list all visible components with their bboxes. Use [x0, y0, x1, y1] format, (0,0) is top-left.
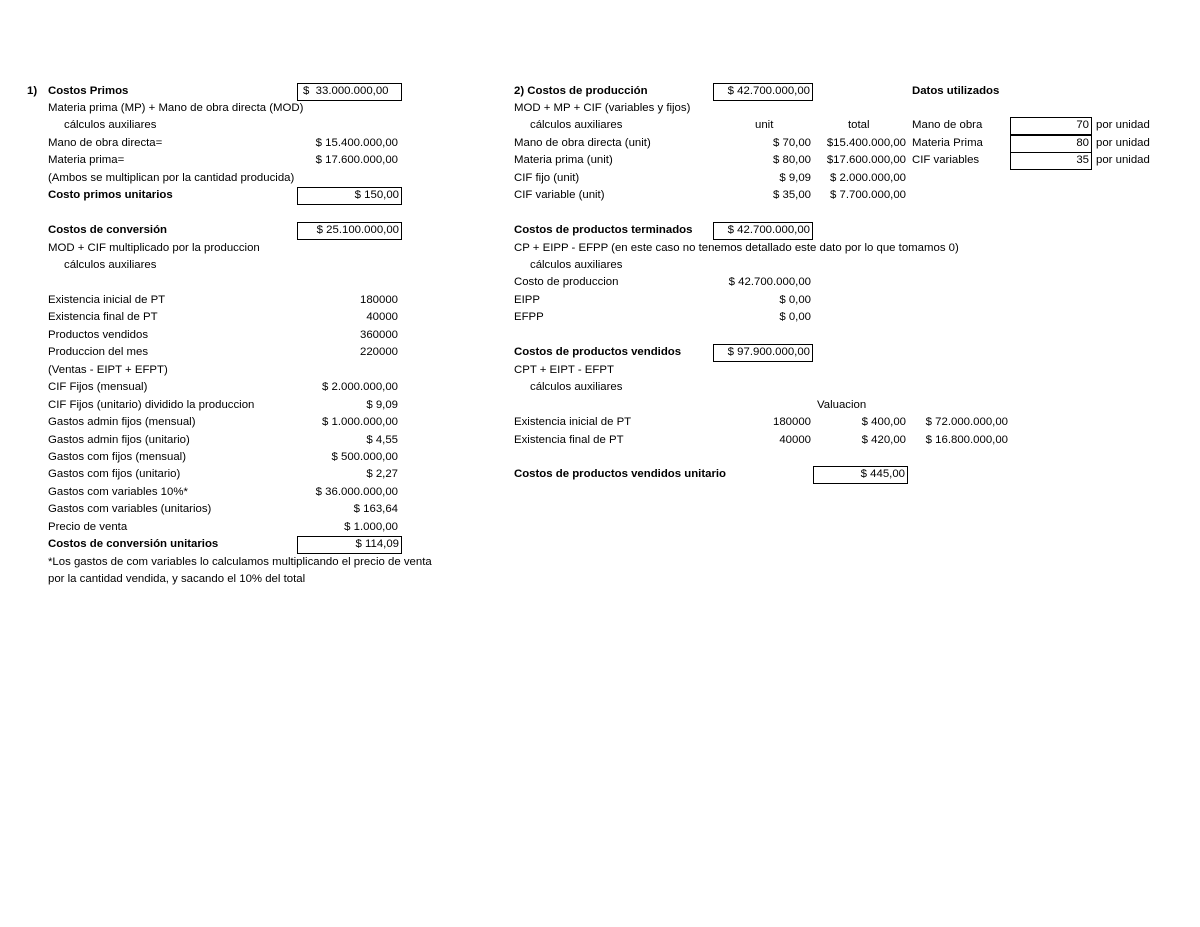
row-value[interactable]: 180000 — [359, 293, 398, 306]
conversion-unitarios-label: Costos de conversión unitarios — [48, 538, 219, 551]
datos-value[interactable]: 80 — [1010, 135, 1092, 153]
row-total[interactable]: $ 16.800.000,00 — [925, 433, 1008, 446]
row-label: Materia prima= — [48, 154, 125, 167]
row-unit[interactable]: $ 80,00 — [772, 154, 811, 167]
row-value[interactable]: $ 500.000,00 — [331, 450, 398, 463]
conversion-unitarios-value[interactable]: $ 114,09 — [297, 536, 402, 554]
row-label: Gastos com variables 10%* — [48, 485, 188, 498]
row-price[interactable]: $ 420,00 — [861, 433, 906, 446]
row-label: Existencia inicial de PT — [48, 293, 166, 306]
row-unit[interactable]: $ 9,09 — [779, 171, 811, 184]
row-label: Productos vendidos — [48, 328, 149, 341]
row-value[interactable]: $ 163,64 — [353, 503, 398, 516]
aux-label: cálculos auxiliares — [64, 119, 157, 132]
aux-label: cálculos auxiliares — [530, 259, 623, 271]
aux-label: cálculos auxiliares — [64, 259, 157, 271]
costo-primos-unitarios-value[interactable]: $ 150,00 — [297, 187, 402, 205]
row-value[interactable]: $ 1.000.000,00 — [321, 416, 398, 429]
row-value[interactable]: $ 17.600.000,00 — [315, 154, 398, 167]
costos-produccion-label: 2) Costos de producción — [514, 84, 648, 97]
row-value[interactable]: 360000 — [359, 328, 398, 341]
row-label: Gastos com fijos (mensual) — [48, 450, 186, 463]
conversion-formula: MOD + CIF multiplicado por la produccion — [48, 241, 260, 254]
row-label: EIPP — [514, 293, 540, 306]
row-unit[interactable]: $ 35,00 — [772, 189, 811, 202]
aux-label: cálculos auxiliares — [530, 381, 623, 394]
row-label: Materia prima (unit) — [514, 154, 613, 167]
row-label: Existencia final de PT — [48, 311, 158, 324]
row-value[interactable]: $ 0,00 — [779, 311, 811, 324]
valuacion-header: Valuacion — [817, 398, 867, 411]
row-total[interactable]: $ 72.000.000,00 — [925, 416, 1008, 429]
row-value[interactable]: $ 4,55 — [366, 433, 398, 446]
datos-value[interactable]: 70 — [1010, 117, 1092, 135]
row-label: CIF fijo (unit) — [514, 171, 580, 184]
row-qty[interactable]: 180000 — [772, 416, 811, 429]
row-price[interactable]: $ 400,00 — [861, 416, 906, 429]
row-label: Gastos com fijos (unitario) — [48, 468, 181, 481]
aux-label: cálculos auxiliares — [530, 119, 623, 132]
row-value[interactable]: $ 42.700.000,00 — [728, 276, 811, 289]
row-label: CIF Fijos (mensual) — [48, 381, 148, 394]
section-number: 1) — [27, 84, 38, 97]
terminados-value[interactable]: $ 42.700.000,00 — [713, 222, 813, 240]
datos-label: CIF variables — [912, 154, 980, 167]
footnote: *Los gastos de com variables lo calculamos multiplicando el precio de venta — [48, 555, 432, 568]
row-label: Gastos com variables (unitarios) — [48, 503, 212, 516]
vendidos-unitario-value[interactable]: $ 445,00 — [813, 466, 908, 484]
costos-primos-formula: Materia prima (MP) + Mano de obra directa (MOD) — [48, 102, 304, 114]
vendidos-value[interactable]: $ 97.900.000,00 — [713, 344, 813, 362]
produccion-formula: MOD + MP + CIF (variables y fijos) — [514, 102, 691, 114]
footnote: por la cantidad vendida, y sacando el 10% del total — [48, 573, 306, 586]
row-value[interactable]: $ 2,27 — [366, 468, 398, 481]
row-value[interactable]: $ 1.000,00 — [344, 520, 398, 533]
row-total[interactable]: $17.600.000,00 — [826, 154, 906, 167]
row-value[interactable]: 220000 — [359, 346, 398, 359]
datos-unit: por unidad — [1096, 136, 1150, 149]
datos-unit: por unidad — [1096, 154, 1150, 167]
row-value[interactable]: $ 36.000.000,00 — [315, 485, 398, 498]
row-value[interactable]: $ 9,09 — [366, 398, 398, 411]
vendidos-unitario-label: Costos de productos vendidos unitario — [514, 468, 727, 481]
costos-primos-value[interactable]: $ 33.000.000,00 — [297, 83, 402, 101]
row-label: CIF variable (unit) — [514, 189, 605, 202]
row-value[interactable]: $ 15.400.000,00 — [315, 136, 398, 149]
costos-conversion-value[interactable]: $ 25.100.000,00 — [297, 222, 402, 240]
datos-unit: por unidad — [1096, 119, 1150, 132]
row-value[interactable]: 40000 — [366, 311, 398, 324]
row-label: Produccion del mes — [48, 346, 149, 359]
costos-conversion-label: Costos de conversión — [48, 224, 167, 237]
row-qty[interactable]: 40000 — [779, 433, 811, 446]
row-label: Gastos admin fijos (mensual) — [48, 416, 196, 429]
col-header-unit: unit — [755, 119, 774, 132]
row-unit[interactable]: $ 70,00 — [772, 136, 811, 149]
row-label: Precio de venta — [48, 520, 128, 533]
row-label: Mano de obra directa (unit) — [514, 136, 651, 149]
row-total[interactable]: $ 7.700.000,00 — [829, 189, 906, 202]
datos-title: Datos utilizados — [912, 84, 1000, 97]
vendidos-label: Costos de productos vendidos — [514, 346, 682, 359]
col-header-total: total — [848, 119, 870, 132]
row-label: EFPP — [514, 311, 544, 324]
row-value[interactable]: $ 0,00 — [779, 293, 811, 306]
datos-label: Mano de obra — [912, 119, 983, 132]
row-label: Existencia final de PT — [514, 433, 624, 446]
costos-produccion-value[interactable]: $ 42.700.000,00 — [713, 83, 813, 101]
terminados-formula: CP + EIPP - EFPP (en este caso no tenemos detallado este dato por lo que tomamos 0) — [514, 241, 959, 254]
datos-label: Materia Prima — [912, 136, 983, 149]
row-label: (Ventas - EIPT + EFPT) — [48, 363, 168, 376]
note: (Ambos se multiplican por la cantidad producida) — [48, 171, 295, 184]
row-label: Existencia inicial de PT — [514, 416, 632, 429]
row-value[interactable]: $ 2.000.000,00 — [321, 381, 398, 394]
costo-primos-unitarios-label: Costo primos unitarios — [48, 189, 173, 202]
row-label: CIF Fijos (unitario) dividido la produccion — [48, 398, 255, 411]
vendidos-formula: CPT + EIPT - EFPT — [514, 363, 614, 376]
datos-value[interactable]: 35 — [1010, 152, 1092, 170]
row-label: Gastos admin fijos (unitario) — [48, 433, 190, 446]
row-total[interactable]: $15.400.000,00 — [826, 136, 906, 149]
row-label: Mano de obra directa= — [48, 136, 163, 149]
terminados-label: Costos de productos terminados — [514, 224, 693, 237]
row-total[interactable]: $ 2.000.000,00 — [829, 171, 906, 184]
costos-primos-label: Costos Primos — [48, 84, 129, 97]
row-label: Costo de produccion — [514, 276, 619, 289]
